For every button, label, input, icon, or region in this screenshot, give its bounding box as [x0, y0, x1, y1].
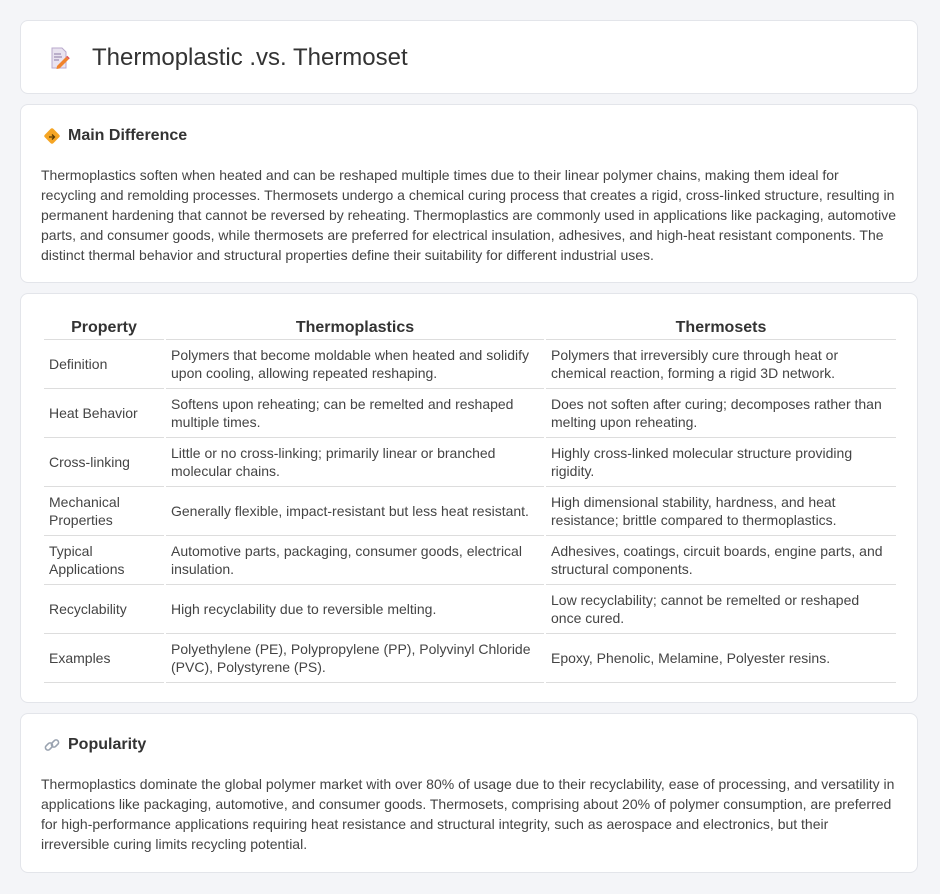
popularity-text: Thermoplastics dominate the global polymer market with over 80% of usage due to their recyclability, ease of processing, and versatility in applications like packaging, automotive, and consumer goods. Thermosets, comprising about 20% of polymer consumption, are preferred for high-performance applications requiring heat resistance and structural integrity, such as aerospace and electronics, but their irreversible curing limits recycling potential.: [41, 776, 895, 852]
popularity-section: [20, 713, 918, 873]
thermosets-cell: High dimensional stability, hardness, and heat resistance; brittle compared to thermoplastics.: [546, 487, 896, 536]
thermosets-cell: Adhesives, coatings, circuit boards, engine parts, and structural components.: [546, 536, 896, 585]
thermoplastics-cell: High recyclability due to reversible melting.: [166, 585, 544, 634]
link-icon: [43, 736, 61, 754]
thermosets-cell: Epoxy, Phenolic, Melamine, Polyester resins.: [546, 634, 896, 683]
property-cell: Mechanical Properties: [44, 487, 164, 536]
thermoplastics-cell: Generally flexible, impact-resistant but less heat resistant.: [166, 487, 544, 536]
thermoplastics-cell: Little or no cross-linking; primarily linear or branched molecular chains.: [166, 438, 544, 487]
thermoplastics-cell: Polyethylene (PE), Polypropylene (PP), Polyvinyl Chloride (PVC), Polystyrene (PS).: [166, 634, 544, 683]
property-cell: Cross-linking: [44, 438, 164, 487]
column-header: Thermosets: [546, 317, 896, 340]
thermoplastics-cell: Automotive parts, packaging, consumer goods, electrical insulation.: [166, 536, 544, 585]
table-row: [44, 438, 896, 487]
property-cell: Heat Behavior: [44, 389, 164, 438]
table-header-row: [44, 317, 896, 340]
document-pencil-icon: [47, 46, 71, 70]
property-cell: Typical Applications: [44, 536, 164, 585]
section-heading: Popularity: [68, 736, 147, 753]
title-card: [20, 20, 918, 94]
table-row: [44, 389, 896, 438]
thermosets-cell: Highly cross-linked molecular structure providing rigidity.: [546, 438, 896, 487]
section-heading: Main Difference: [68, 127, 188, 144]
main-difference-section: [20, 104, 918, 283]
diamond-sign-icon: [43, 127, 61, 145]
column-header: Property: [44, 317, 164, 340]
comparison-table: [42, 317, 898, 683]
thermoplastics-cell: Polymers that become moldable when heated and solidify upon cooling, allowing repeated reshaping.: [166, 340, 544, 389]
table-row: [44, 340, 896, 389]
page-title: Thermoplastic .vs. Thermoset: [92, 44, 408, 71]
table-row: [44, 487, 896, 536]
thermosets-cell: Low recyclability; cannot be remelted or reshaped once cured.: [546, 585, 896, 634]
thermosets-cell: Does not soften after curing; decomposes rather than melting upon reheating.: [546, 389, 896, 438]
property-cell: Recyclability: [44, 585, 164, 634]
property-cell: Examples: [44, 634, 164, 683]
thermoplastics-cell: Softens upon reheating; can be remelted and reshaped multiple times.: [166, 389, 544, 438]
table-row: [44, 634, 896, 683]
main-difference-text: Thermoplastics soften when heated and can be reshaped multiple times due to their linear polymer chains, making them ideal for recycling and remolding processes. Thermosets undergo a chemical curing process that creates a rigid, cross-linked structure, resulting in permanent hardening that cannot be reversed by reheating. Thermoplastics are commonly used in applications like packaging, automotive parts, and consumer goods, while thermosets are preferred for electrical insulation, adhesives, and high-heat resistant components. The distinct thermal behavior and structural properties define their suitability for different industrial uses.: [41, 167, 897, 263]
thermosets-cell: Polymers that irreversibly cure through heat or chemical reaction, forming a rigid 3D network.: [546, 340, 896, 389]
column-header: Thermoplastics: [166, 317, 544, 340]
table-row: [44, 585, 896, 634]
table-row: [44, 536, 896, 585]
comparison-section: [20, 293, 918, 703]
property-cell: Definition: [44, 340, 164, 389]
